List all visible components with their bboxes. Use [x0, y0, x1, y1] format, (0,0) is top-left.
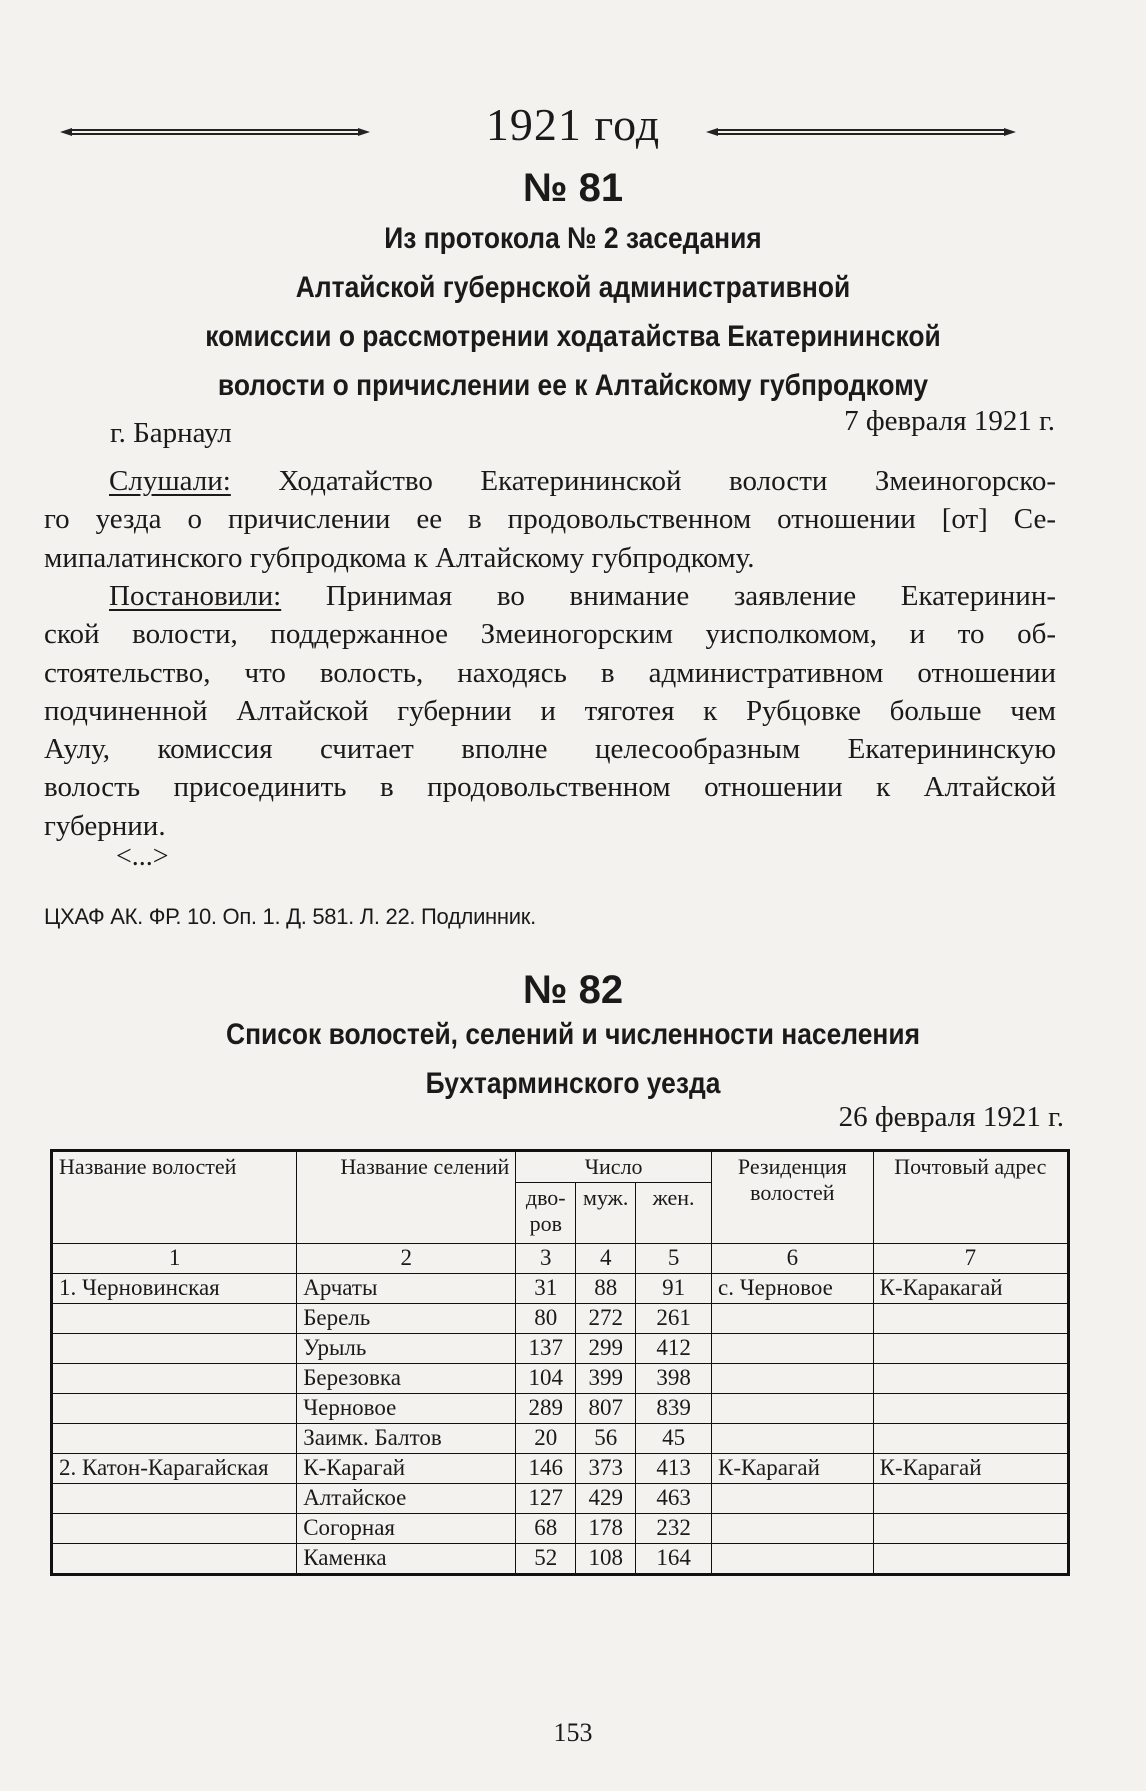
- table-row: [52, 1334, 1069, 1364]
- doc82-number: № 82: [522, 968, 624, 1012]
- doc82-title-line: Бухтарминского уезда: [425, 1067, 721, 1100]
- doc81-resolved-paragraph: [44, 577, 1056, 845]
- table-row: [52, 1514, 1069, 1544]
- cell-volost: [52, 1514, 297, 1544]
- cell-village: Заимк. Балтов: [297, 1424, 516, 1454]
- header-count: Число: [516, 1151, 712, 1183]
- ornament-rule-right: [706, 126, 1016, 138]
- cell-households: 137: [516, 1334, 576, 1364]
- table-row: [52, 1424, 1069, 1454]
- column-index: 2: [297, 1244, 516, 1274]
- column-index: 5: [636, 1244, 712, 1274]
- heard-line: Ходатайство Екатерининской волости Змеиногорско-: [230, 465, 1056, 497]
- cell-male: 178: [576, 1514, 636, 1544]
- cell-volost: [52, 1304, 297, 1334]
- cell-postal: [873, 1514, 1068, 1544]
- year-header: [50, 98, 1096, 158]
- cell-volost: [52, 1394, 297, 1424]
- column-index: 7: [873, 1244, 1068, 1274]
- table-row: [52, 1364, 1069, 1394]
- cell-female: 91: [636, 1274, 712, 1304]
- cell-residence: [712, 1424, 874, 1454]
- doc81-title-line: Из протокола № 2 заседания: [384, 222, 762, 255]
- header-residence: Резиденция волостей: [712, 1151, 874, 1244]
- table-row: [52, 1454, 1069, 1484]
- cell-volost: 2. Катон-Карагайская: [52, 1454, 297, 1484]
- year-heading: 1921 год: [485, 99, 661, 150]
- doc81-place: г. Барнаул: [110, 417, 232, 449]
- cell-postal: К-Карагай: [873, 1454, 1068, 1484]
- column-index: 6: [712, 1244, 874, 1274]
- cell-residence: [712, 1364, 874, 1394]
- column-index: 3: [516, 1244, 576, 1274]
- doc81-title: [122, 214, 1025, 410]
- cell-female: 398: [636, 1364, 712, 1394]
- cell-postal: [873, 1364, 1068, 1394]
- cell-households: 31: [516, 1274, 576, 1304]
- doc82-title: [122, 1010, 1025, 1108]
- cell-households: 146: [516, 1454, 576, 1484]
- cell-female: 232: [636, 1514, 712, 1544]
- table-row: [52, 1304, 1069, 1334]
- page-number: 153: [553, 1718, 593, 1747]
- cell-postal: [873, 1394, 1068, 1424]
- cell-postal: [873, 1544, 1068, 1575]
- table-row: [52, 1484, 1069, 1514]
- cell-male: 429: [576, 1484, 636, 1514]
- doc81-date: 7 февраля 1921 г.: [844, 405, 1055, 437]
- cell-residence: [712, 1514, 874, 1544]
- cell-volost: [52, 1484, 297, 1514]
- resolved-line: Принимая во внимание заявление Екатеринин-: [281, 580, 1056, 612]
- cell-village: Урыль: [297, 1334, 516, 1364]
- cell-residence: [712, 1484, 874, 1514]
- cell-postal: [873, 1304, 1068, 1334]
- cell-households: 104: [516, 1364, 576, 1394]
- header-households: дво-ров: [516, 1183, 576, 1244]
- cell-postal: [873, 1484, 1068, 1514]
- population-table: [50, 1149, 1070, 1576]
- cell-postal: К-Каракагай: [873, 1274, 1068, 1304]
- cell-male: 373: [576, 1454, 636, 1484]
- doc82-date: 26 февраля 1921 г.: [838, 1101, 1064, 1133]
- cell-male: 807: [576, 1394, 636, 1424]
- header-volost: Название волостей: [52, 1151, 297, 1244]
- doc81-title-line: волости о причислении ее к Алтайскому губпродкому: [217, 369, 929, 402]
- cell-households: 80: [516, 1304, 576, 1334]
- cell-female: 463: [636, 1484, 712, 1514]
- cell-volost: [52, 1544, 297, 1575]
- cell-village: К-Карагай: [297, 1454, 516, 1484]
- cell-residence: [712, 1394, 874, 1424]
- cell-households: 20: [516, 1424, 576, 1454]
- doc81-title-line: Алтайской губернской административной: [295, 271, 851, 304]
- table-row: [52, 1544, 1069, 1575]
- table-row: [52, 1274, 1069, 1304]
- cell-female: 839: [636, 1394, 712, 1424]
- table-body: [52, 1274, 1069, 1575]
- table-row: [52, 1394, 1069, 1424]
- cell-male: 399: [576, 1364, 636, 1394]
- doc81-heard-paragraph: [44, 462, 1056, 577]
- cell-households: 127: [516, 1484, 576, 1514]
- omission-mark: <...>: [116, 841, 169, 872]
- cell-female: 413: [636, 1454, 712, 1484]
- cell-female: 261: [636, 1304, 712, 1334]
- cell-volost: [52, 1334, 297, 1364]
- cell-female: 45: [636, 1424, 712, 1454]
- archive-source: ЦХАФ АК. ФР. 10. Оп. 1. Д. 581. Л. 22. Подлинник.: [44, 904, 536, 929]
- cell-village: Берель: [297, 1304, 516, 1334]
- cell-households: 52: [516, 1544, 576, 1575]
- column-index: 1: [52, 1244, 297, 1274]
- cell-residence: [712, 1544, 874, 1575]
- cell-volost: 1. Черновинская: [52, 1274, 297, 1304]
- heard-line: мипалатинского губпродкома к Алтайскому губпродкому.: [44, 541, 755, 574]
- cell-residence: с. Черновое: [712, 1274, 874, 1304]
- cell-volost: [52, 1364, 297, 1394]
- cell-households: 289: [516, 1394, 576, 1424]
- header-female: жен.: [636, 1183, 712, 1244]
- header-postal: Почтовый адрес: [873, 1151, 1068, 1244]
- cell-village: Согорная: [297, 1514, 516, 1544]
- header-male: муж.: [576, 1183, 636, 1244]
- cell-volost: [52, 1424, 297, 1454]
- header-village: Название селений: [297, 1151, 516, 1244]
- resolved-label: Постановили:: [109, 580, 282, 612]
- resolved-line: ской волости, поддержанное Змеиногорским уисполкомом, и то об-: [44, 618, 1056, 651]
- cell-households: 68: [516, 1514, 576, 1544]
- resolved-line: волость присоединить в продовольственном отношении к Алтайской: [44, 771, 1056, 804]
- cell-male: 88: [576, 1274, 636, 1304]
- resolved-line: Аулу, комиссия считает вполне целесообразным Екатерининскую: [44, 733, 1056, 766]
- cell-residence: К-Карагай: [712, 1454, 874, 1484]
- cell-female: 412: [636, 1334, 712, 1364]
- doc82-title-line: Список волостей, селений и численности населения: [226, 1018, 920, 1051]
- resolved-line: стоятельство, что волость, находясь в административном отношении: [44, 656, 1056, 689]
- cell-male: 299: [576, 1334, 636, 1364]
- cell-village: Арчаты: [297, 1274, 516, 1304]
- table-header-row: [52, 1151, 1069, 1183]
- cell-residence: [712, 1334, 874, 1364]
- resolved-line: подчиненной Алтайской губернии и тяготея к Рубцовке больше чем: [44, 694, 1056, 727]
- cell-male: 272: [576, 1304, 636, 1334]
- cell-village: Черновое: [297, 1394, 516, 1424]
- cell-postal: [873, 1334, 1068, 1364]
- doc81-place-date: [110, 405, 1055, 449]
- doc81-title-line: комиссии о рассмотрении ходатайства Екатерининской: [205, 320, 941, 353]
- heard-line: го уезда о причислении ее в продовольственном отношении [от] Се-: [44, 503, 1056, 536]
- cell-village: Каменка: [297, 1544, 516, 1575]
- resolved-line: губернии.: [44, 809, 166, 842]
- cell-village: Березовка: [297, 1364, 516, 1394]
- cell-female: 164: [636, 1544, 712, 1575]
- cell-postal: [873, 1424, 1068, 1454]
- column-index-row: [52, 1244, 1069, 1274]
- cell-village: Алтайское: [297, 1484, 516, 1514]
- cell-male: 108: [576, 1544, 636, 1575]
- cell-male: 56: [576, 1424, 636, 1454]
- column-index: 4: [576, 1244, 636, 1274]
- heard-label: Слушали:: [109, 465, 231, 497]
- doc81-number: № 81: [522, 166, 624, 210]
- cell-residence: [712, 1304, 874, 1334]
